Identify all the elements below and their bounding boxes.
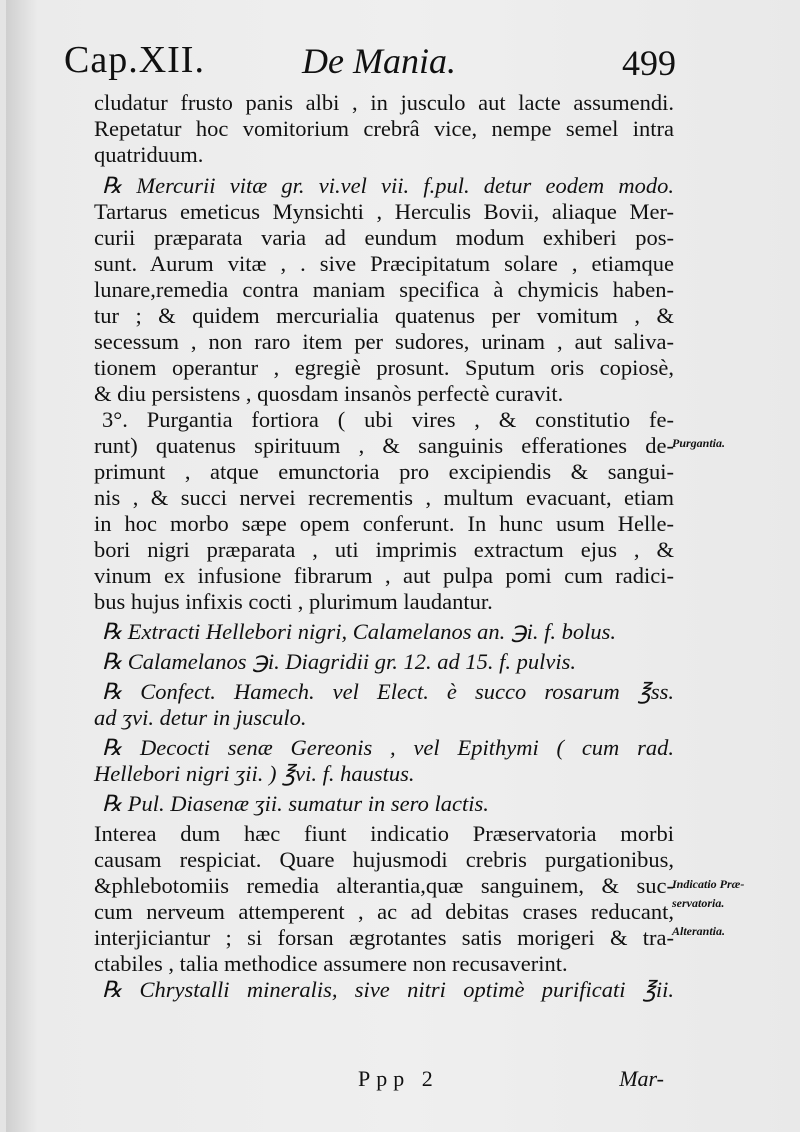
- text-line: ctabiles , talia methodice assumere non recusaverint.: [94, 951, 568, 976]
- margin-note-indicatio: Indicatio Præ-: [672, 877, 745, 891]
- margin-note-purgantia: Purgantia.: [672, 436, 726, 450]
- body-text: [94, 90, 674, 1003]
- text-line: nis , & succi nervei recrementis , multum evacuant, etiam: [94, 485, 674, 510]
- text-line: bori nigri præparata , uti imprimis extractum ejus , &: [94, 537, 674, 562]
- margin-note-servatoria: servatoria.: [672, 896, 725, 910]
- text-line: tur ; & quidem mercurialia quatenus per vomitum , &: [94, 303, 674, 328]
- prescription-line: ℞ Confect. Hamech. vel Elect. è succo rosarum ℥ss.: [102, 679, 674, 704]
- text-line: tionem operantur , egregiè prosunt. Sputum oris copiosè,: [94, 355, 674, 380]
- margin-note-alterantia: Alterantia.: [672, 924, 726, 938]
- text-line: 3°. Purgantia fortiora ( ubi vires , & constitutio fe-: [102, 407, 674, 432]
- prescription-line: ℞ Calamelanos ℈i. Diagridii gr. 12. ad 15. f. pulvis.: [102, 649, 577, 674]
- prescription-line: ℞ Extracti Hellebori nigri, Calamelanos an. ℈i. f. bolus.: [102, 619, 616, 644]
- text-line: Interea dum hæc fiunt indicatio Præservatoria morbi: [94, 821, 674, 846]
- text-line: cum nerveum attemperent , ac ad debitas crases reducant,: [94, 899, 674, 924]
- text-line: Repetatur hoc vomitorium crebrâ vice, nempe semel intra: [94, 116, 674, 141]
- text-line: cludatur frusto panis albi , in jusculo aut lacte assumendi.: [94, 90, 674, 115]
- text-line: sunt. Aurum vitæ , . sive Præcipitatum solare , etiamque: [94, 251, 674, 276]
- text-line: vinum ex infusione fibrarum , aut pulpa pomi cum radici-: [94, 563, 674, 588]
- text-line: curii præparata varia ad eundum modum exhiberi pos-: [94, 225, 674, 250]
- prescription-line: ℞ Decocti senæ Gereonis , vel Epithymi ( cum rad.: [102, 735, 674, 760]
- prescription-line: ℞ Mercurii vitæ gr. vi.vel vii. f.pul. detur eodem modo.: [102, 173, 674, 198]
- book-page: [6, 0, 800, 1132]
- text-line: Tartarus emeticus Mynsichti , Herculis Bovii, aliaque Mer-: [94, 199, 674, 224]
- prescription-line: ℞ Pul. Diasenæ ʒii. sumatur in sero lactis.: [102, 791, 489, 816]
- text-line: quatriduum.: [94, 142, 204, 167]
- text-line: bus hujus infixis cocti , plurimum laudantur.: [94, 589, 493, 614]
- running-title: De Mania.: [302, 41, 456, 81]
- text-line: primunt , atque emunctoria pro excipiendis & sangui-: [94, 459, 674, 484]
- prescription-line: Hellebori nigri ʒii. ) ℥vi. f. haustus.: [94, 761, 415, 786]
- signature-mark: Ppp 2: [358, 1066, 439, 1091]
- catchword: Mar-: [619, 1066, 664, 1091]
- text-line: lunare,remedia contra maniam specifica à chymicis haben-: [94, 277, 674, 302]
- text-line: runt) quatenus spirituum , & sanguinis efferationes de-: [94, 433, 674, 458]
- text-line: causam respiciat. Quare hujusmodi crebris purgationibus,: [94, 847, 674, 872]
- text-line: secessum , non raro item per sudores, urinam , aut saliva-: [94, 329, 674, 354]
- text-line: in hoc morbo sæpe opem conferunt. In hunc usum Helle-: [94, 511, 674, 536]
- page-header: [64, 38, 676, 88]
- chapter-heading: Cap.XII.: [64, 39, 205, 81]
- text-line: & diu persistens , quosdam insanòs perfectè curavit.: [94, 381, 564, 406]
- text-line: interjiciantur ; si forsan ægrotantes satis morigeri & tra-: [94, 925, 674, 950]
- text-line: &phlebotomiis remedia alterantia,quæ sanguinem, & suc-: [94, 873, 674, 898]
- prescription-line: ℞ Chrystalli mineralis, sive nitri optimè purificati ℥ii.: [102, 977, 674, 1002]
- page-number: 499: [622, 43, 676, 83]
- prescription-line: ad ʒvi. detur in jusculo.: [94, 705, 307, 730]
